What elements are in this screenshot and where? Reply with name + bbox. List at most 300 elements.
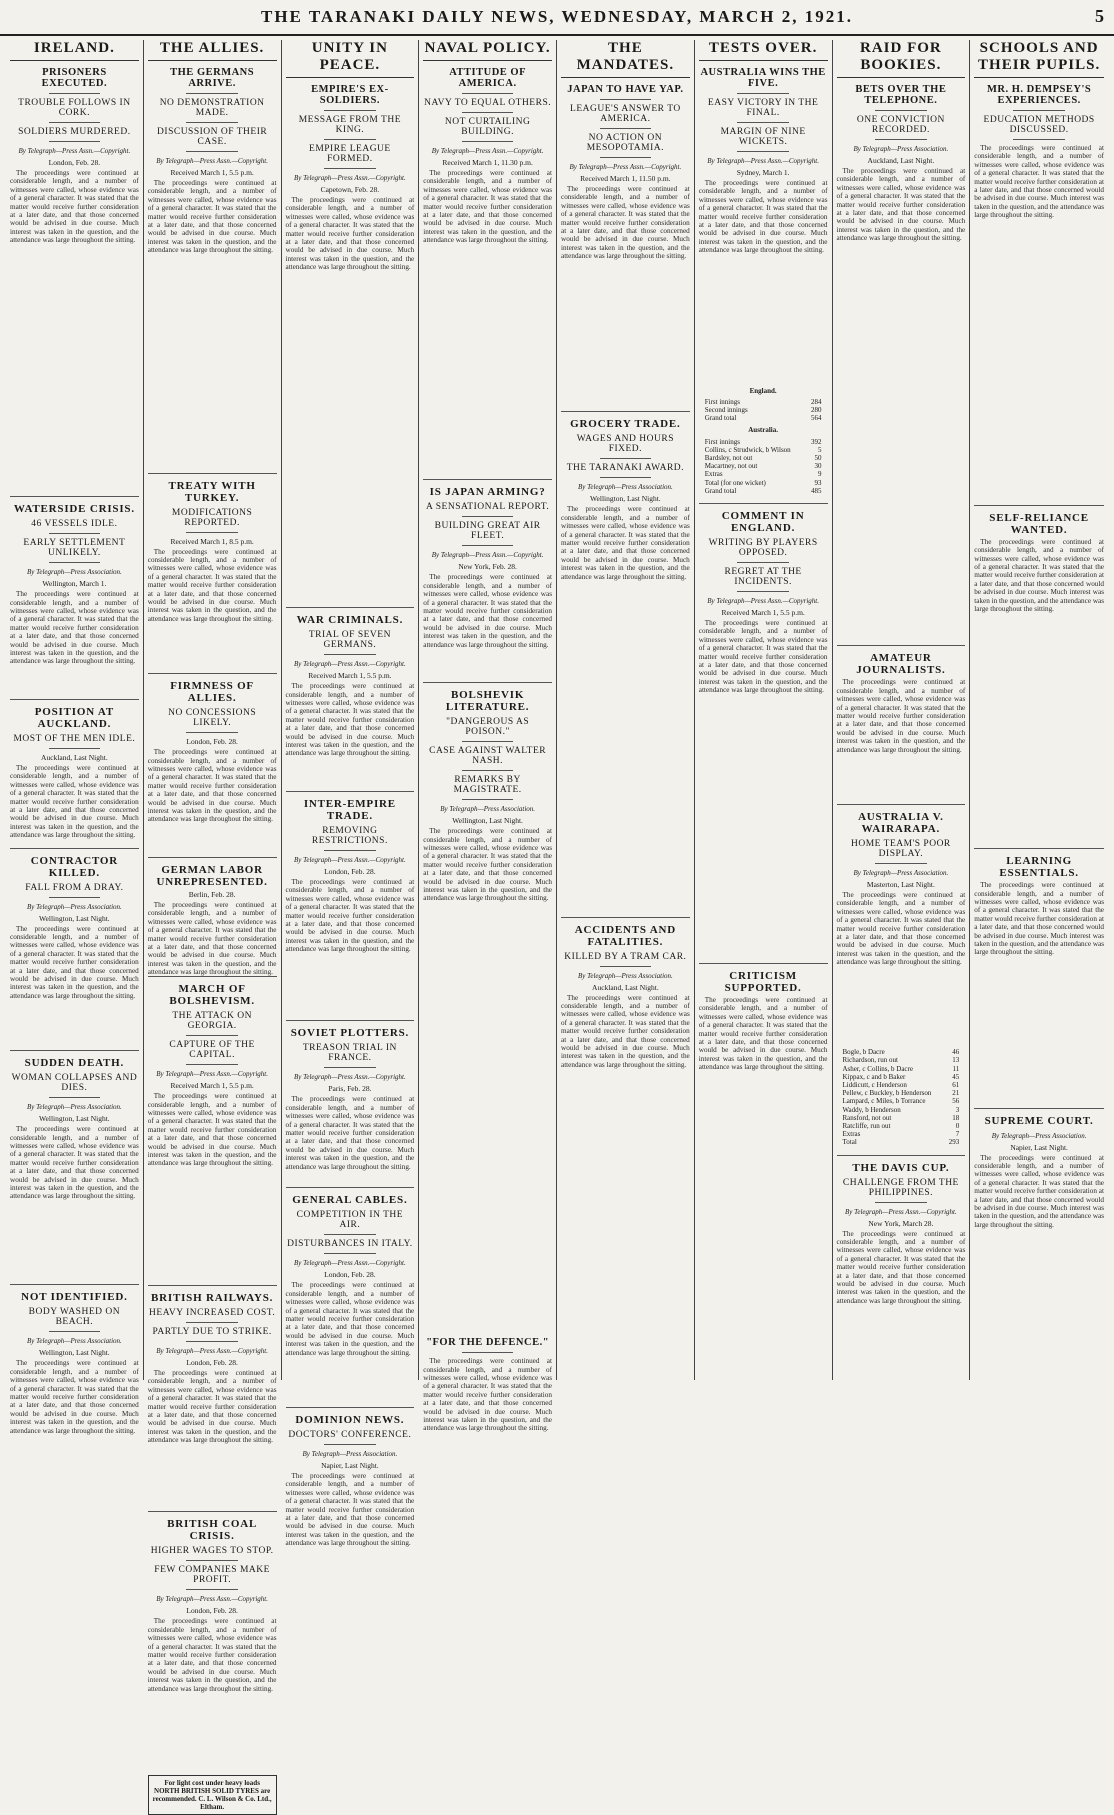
score-value: 93 [814,478,822,487]
article-body: The proceedings were continued at considerable length, and a number of witnesses were called, whose evidence was of a general character. It was stated that the matter would receive further consideration at a later date, and that those concerned would be advised in due course. Much interest was taken in the question, and the attendance was large throughout the sitting. [285,877,415,954]
sub-headline: CAPTURE OF THE CAPITAL. [169,1040,255,1061]
score-label: First innings [704,397,740,406]
byline: By Telegraph—Press Assn.—Copyright. [569,163,682,171]
divider-rule [324,168,376,169]
article-body: The proceedings were continued at considerable length, and a number of witnesses were called, whose evidence was of a general character. It was stated that the matter would receive further consideration at a later date, and that those concerned would be advised in due course. Much interest was taken in the question, and the attendance was large throughout the sitting. [836,678,966,754]
sub-headline: LEAGUE'S ANSWER TO AMERICA. [570,104,681,124]
byline: By Telegraph—Press Assn.—Copyright. [294,855,406,864]
sub-headline: REGRET AT THE INCIDENTS. [724,567,802,588]
divider-rule [324,1253,376,1254]
sub-headline: MESSAGE FROM THE KING. [298,115,402,135]
section-headline: CONTRACTOR KILLED. [10,848,139,879]
byline: By Telegraph—Press Assn.—Copyright. [707,157,819,165]
byline: By Telegraph—Press Assn.—Copyright. [431,551,544,560]
score-value: 392 [811,437,822,446]
divider-rule [600,966,652,967]
section-headline: ACCIDENTS AND FATALITIES. [561,917,690,948]
score-row [705,398,822,406]
divider-rule [462,93,514,94]
score-row [843,1138,960,1146]
score-row [705,470,822,478]
advertisement: For light cost under heavy loads NORTH BRITISH SOLID TYRES are recommended. C. L. Wilson & Co. Ltd., Eltham. [148,1775,277,1815]
section-headline: NOT IDENTIFIED. [10,1284,139,1303]
sub-headline: HEAVY INCREASED COST. [149,1307,276,1318]
score-row [705,479,822,487]
score-label: Lampard, c Miles, b Torrance [842,1097,926,1106]
byline: By Telegraph—Press Assn.—Copyright. [431,147,544,155]
section-headline: SUDDEN DEATH. [10,1050,139,1069]
dateline: London, Feb. 28. [48,158,101,167]
divider-rule [186,122,238,123]
sub-headline: ATTITUDE OF AMERICA. [449,67,527,89]
score-row [843,1114,960,1122]
score-value: 11 [952,1064,960,1073]
sub-headline: DOCTORS' CONFERENCE. [288,1429,412,1440]
divider-rule [462,516,514,517]
column-headline: NAVAL POLICY. [423,40,552,61]
score-row [843,1048,960,1056]
score-row [705,414,822,422]
divider-rule [49,562,101,563]
byline: By Telegraph—Press Assn.—Copyright. [156,157,268,165]
sub-headline: CASE AGAINST WALTER NASH. [429,746,547,767]
score-value: 21 [952,1089,960,1098]
divider-rule [324,1444,376,1445]
divider-rule [462,141,514,142]
byline: By Telegraph—Press Assn.—Copyright. [156,1070,268,1079]
score-label: Ransford, not out [842,1113,892,1122]
sub-headline: PRISONERS EXECUTED. [41,67,108,89]
section-headline: GROCERY TRADE. [561,411,690,430]
score-row [843,1130,960,1138]
score-value: 7 [955,1130,960,1139]
byline: By Telegraph—Press Association. [302,1449,398,1458]
sub-headline: TREASON TRIAL IN FRANCE. [302,1043,397,1064]
divider-rule [600,458,652,459]
sub-headline: MR. H. DEMPSEY'S EXPERIENCES. [986,84,1092,106]
score-row [705,462,822,470]
score-row [705,454,822,462]
dateline: Wellington, Last Night. [590,494,661,504]
article-body: The proceedings were continued at considerable length, and a number of witnesses were called, whose evidence was of a general character. It was stated that the matter would receive further consideration at a later date, and that those concerned would be advised in due course. Much interest was taken in the question, and the attendance was large throughout the sitting. [423,573,552,649]
score-table-heading: England. [749,386,777,395]
score-value: 564 [811,414,822,423]
article-body: The proceedings were continued at considerable length, and a number of witnesses were called, whose evidence was of a general character. It was stated that the matter would receive further consideration at a later date, and that those concerned would be advised in due course. Much interest was taken in the question, and the attendance was large throughout the sitting. [285,1095,415,1171]
dateline: Sydney, March 1. [736,168,790,177]
article-body: The proceedings were continued at considerable length, and a number of witnesses were called, whose evidence was of a general character. It was stated that the matter would receive further consideration at a later date, and that those concerned would be advised in due course. Much interest was taken in the question, and the attendance was large throughout the sitting. [561,505,690,581]
dateline: Wellington, Last Night. [39,1348,110,1358]
section-headline: TREATY WITH TURKEY. [148,473,277,504]
article-body: The proceedings were continued at considerable length, and a number of witnesses were called, whose evidence was of a general character. It was stated that the matter would receive further consideration at a later date, and that those concerned would be advised in due course. Much interest was taken in the question, and the attendance was large throughout the sitting. [147,1092,277,1168]
byline: By Telegraph—Press Assn.—Copyright. [294,174,406,182]
article-body: The proceedings were continued at considerable length, and a number of witnesses were called, whose evidence was of a general character. It was stated that the matter would receive further consideration at a later date, and that those concerned would be advised in due course. Much interest was taken in the question, and the attendance was large throughout the sitting. [561,185,690,261]
divider-rule [737,591,789,592]
divider-rule [462,112,514,113]
sub-headline: WAGES AND HOURS FIXED. [576,434,674,455]
section-headline: BOLSHEVIK LITERATURE. [423,682,552,713]
article-body: The proceedings were continued at considerable length, and a number of witnesses were called, whose evidence was of a general character. It was stated that the matter would receive further consideration at a later date, and that those concerned would be advised in due course. Much interest was taken in the question, and the attendance was large throughout the sitting. [974,1153,1104,1229]
sub-headline: THE ATTACK ON GEORGIA. [172,1011,252,1032]
dateline: London, Feb. 28. [186,737,238,747]
dateline: Masterton, Last Night. [866,879,935,889]
sub-headline: HIGHER WAGES TO STOP. [150,1546,274,1557]
divider-rule [186,1341,238,1342]
sub-headline: SOLDIERS MURDERED. [18,127,131,137]
score-row [843,1081,960,1089]
score-value: 293 [948,1138,960,1147]
dateline: Napier, Last Night. [1010,1142,1068,1152]
dateline: Auckland, Last Night. [41,752,108,762]
article-body: The proceedings were continued at considerable length, and a number of witnesses were called, whose evidence was of a general character. It was stated that the matter would receive further consideration at a later date, and that those concerned would be advised in due course. Much interest was taken in the question, and the attendance was large throughout the sitting. [147,179,277,255]
score-value: 284 [811,397,822,406]
dateline: Capetown, Feb. 28. [320,185,380,194]
sub-headline: AUSTRALIA WINS THE FIVE. [700,67,826,89]
byline: By Telegraph—Press Assn.—Copyright. [156,1346,268,1355]
sub-headline: BUILDING GREAT AIR FLEET. [434,521,541,542]
score-value: 61 [952,1080,960,1089]
byline: By Telegraph—Press Assn.—Copyright. [707,597,819,606]
divider-rule [875,139,927,140]
score-label: Extras [842,1130,861,1139]
divider-rule [49,1097,101,1098]
divider-rule [49,533,101,534]
dateline: Auckland, Last Night. [867,156,935,165]
dateline: Wellington, Last Night. [39,913,110,923]
sub-headline: "FOR THE DEFENCE." [426,1337,550,1349]
article-body: The proceedings were continued at considerable length, and a number of witnesses were called, whose evidence was of a general character. It was stated that the matter would receive further consideration at a later date, and that those concerned would be advised in due course. Much interest was taken in the question, and the attendance was large throughout the sitting. [698,179,828,255]
byline: By Telegraph—Press Assn.—Copyright. [294,1073,406,1082]
sub-headline: HOME TEAM'S POOR DISPLAY. [850,838,951,859]
sub-headline: EDUCATION METHODS DISCUSSED. [983,115,1095,135]
divider-rule [186,1035,238,1036]
score-row [843,1065,960,1073]
divider-rule [737,151,789,152]
sub-headline: NOT CURTAILING BUILDING. [444,117,531,137]
score-label: Second innings [704,406,748,414]
section-headline: THE DAVIS CUP. [837,1155,966,1174]
sub-headline: EMPIRE LEAGUE FORMED. [309,144,391,164]
divider-rule [324,850,376,851]
sub-headline: MODIFICATIONS REPORTED. [171,507,253,528]
article-body: The proceedings were continued at considerable length, and a number of witnesses were called, whose evidence was of a general character. It was stated that the matter would receive further consideration at a later date, and that those concerned would be advised in due course. Much interest was taken in the question, and the attendance was large throughout the sitting. [147,547,277,623]
dateline: Napier, Last Night. [321,1460,379,1470]
divider-rule [324,110,376,111]
sub-headline: JAPAN TO HAVE YAP. [567,84,684,95]
dateline: Paris, Feb. 28. [328,1084,372,1094]
article-body: The proceedings were continued at considerable length, and a number of witnesses were called, whose evidence was of a general character. It was stated that the matter would receive further consideration at a later date, and that those concerned would be advised in due course. Much interest was taken in the question, and the attendance was large throughout the sitting. [147,748,277,824]
sub-headline: TRIAL OF SEVEN GERMANS. [308,630,391,651]
score-label: Grand total [704,414,737,423]
sub-headline: REMOVING RESTRICTIONS. [311,825,388,846]
section-headline: WATERSIDE CRISIS. [10,496,139,515]
divider-rule [186,93,238,94]
sub-headline: KILLED BY A TRAM CAR. [564,951,687,962]
divider-rule [49,748,101,749]
score-value: 5 [818,445,822,454]
sub-headline: EASY VICTORY IN THE FINAL. [707,98,819,118]
sub-headline: FEW COMPANIES MAKE PROFIT. [154,1565,270,1586]
dateline: New York, Feb. 28. [458,562,517,572]
score-row [705,438,822,446]
score-row [705,487,822,495]
article-body: The proceedings were continued at considerable length, and a number of witnesses were called, whose evidence was of a general character. It was stated that the matter would receive further consideration at a later date, and that those concerned would be advised in due course. Much interest was taken in the question, and the attendance was large throughout the sitting. [423,1357,552,1433]
byline: By Telegraph—Press Association. [440,805,536,814]
divider-rule [186,532,238,533]
section-headline: BRITISH COAL CRISIS. [148,1511,277,1542]
sub-headline: 46 VESSELS IDLE. [31,519,118,530]
divider-rule [875,110,927,111]
column-headline: THE ALLIES. [148,40,277,61]
divider-rule [324,139,376,140]
score-table-heading: Australia. [748,426,778,435]
article-body: The proceedings were continued at considerable length, and a number of witnesses were called, whose evidence was of a general character. It was stated that the matter would receive further consideration at a later date, and that those concerned would be advised in due course. Much interest was taken in the question, and the attendance was large throughout the sitting. [423,827,552,903]
sub-headline: WRITING BY PLAYERS OPPOSED. [708,538,818,559]
score-row [843,1122,960,1130]
divider-rule [737,562,789,563]
score-label: Ratcliffe, run out [842,1122,891,1130]
article-body: The proceedings were continued at considerable length, and a number of witnesses were called, whose evidence was of a general character. It was stated that the matter would receive further consideration at a later date, and that those concerned would be advised in due course. Much interest was taken in the question, and the attendance was large throughout the sitting. [10,590,139,666]
dateline: Wellington, March 1. [42,579,107,589]
sub-headline: NAVY TO EQUAL OTHERS. [424,98,552,108]
score-label: Macartney, not out [704,462,758,471]
divider-rule [186,1589,238,1590]
divider-rule [49,122,101,123]
divider-rule [186,151,238,152]
score-label: Waddy, b Henderson [842,1105,901,1114]
article-body: The proceedings were continued at considerable length, and a number of witnesses were called, whose evidence was of a general character. It was stated that the matter would receive further consideration at a later date, and that those concerned would be advised in due course. Much interest was taken in the question, and the attendance was large throughout the sitting. [974,144,1104,220]
dateline: London, Feb. 28. [324,866,376,876]
page-number: 5 [1095,6,1104,26]
score-label: Richardson, run out [842,1056,898,1065]
section-headline: DOMINION NEWS. [286,1407,415,1426]
byline: By Telegraph—Press Association. [991,1131,1087,1140]
article-body: The proceedings were continued at considerable length, and a number of witnesses were called, whose evidence was of a general character. It was stated that the matter would receive further consideration at a later date, and that those concerned would be advised in due course. Much interest was taken in the question, and the attendance was large throughout the sitting. [285,196,415,272]
article-body: The proceedings were continued at considerable length, and a number of witnesses were called, whose evidence was of a general character. It was stated that the matter would receive further consideration at a later date, and that those concerned would be advised in due course. Much interest was taken in the question, and the attendance was large throughout the sitting. [10,1125,139,1201]
section-headline: LEARNING ESSENTIALS. [974,848,1104,879]
dateline: Auckland, Last Night. [592,982,659,992]
article-body: The proceedings were continued at considerable length, and a number of witnesses were called, whose evidence was of a general character. It was stated that the matter would receive further consideration at a later date, and that those concerned would be advised in due course. Much interest was taken in the question, and the attendance was large throughout the sitting. [147,1368,277,1445]
column [695,40,833,1380]
score-table [705,387,822,423]
dateline: Berlin, Feb. 28. [188,889,236,899]
sub-headline: "DANGEROUS AS POISON." [446,717,530,738]
score-value: 30 [814,462,822,471]
score-value: 13 [952,1056,960,1065]
section-headline: GERMAN LABOR UNREPRESENTED. [148,857,277,888]
dateline: London, Feb. 28. [186,1606,238,1616]
score-label: Pellew, c Buckley, b Henderson [842,1089,932,1098]
score-label: Liddicutt, c Henderson [842,1080,907,1089]
score-label: Grand total [704,486,737,495]
divider-rule [1013,110,1065,111]
sub-headline: BODY WASHED ON BEACH. [28,1307,121,1328]
article-body: The proceedings were continued at considerable length, and a number of witnesses were called, whose evidence was of a general character. It was stated that the matter would receive further consideration at a later date, and that those concerned would be advised in due course. Much interest was taken in the question, and the attendance was large throughout the sitting. [974,537,1104,614]
divider-rule [49,141,101,142]
sub-headline: COMPETITION IN THE AIR. [296,1210,404,1231]
score-value: 45 [952,1072,960,1081]
score-row [843,1106,960,1114]
section-headline: BRITISH RAILWAYS. [148,1285,277,1304]
divider-rule [462,741,514,742]
score-table [705,426,822,495]
divider-rule [462,799,514,800]
byline: By Telegraph—Press Association. [577,971,673,980]
score-label: Total [842,1138,857,1147]
sub-headline: MOST OF THE MEN IDLE. [13,733,136,744]
sub-headline: DISTURBANCES IN ITALY. [287,1239,413,1250]
newspaper-title: THE TARANAKI DAILY NEWS, WEDNESDAY, MARCH 2, 1921. [261,7,853,26]
column-headline: SCHOOLS AND THEIR PUPILS. [974,40,1104,78]
section-headline: POSITION AT AUCKLAND. [10,699,139,730]
score-label: First innings [704,437,740,446]
sub-headline: FALL FROM A DRAY. [25,882,124,893]
article-body: The proceedings were continued at considerable length, and a number of witnesses were called, whose evidence was of a general character. It was stated that the matter would receive further consideration at a later date, and that those concerned would be advised in due course. Much interest was taken in the question, and the attendance was large throughout the sitting. [698,996,828,1072]
section-headline: AUSTRALIA V. WAIRARAPA. [837,804,966,835]
column [419,40,557,1433]
column [970,40,1108,1380]
column [282,40,420,1548]
article-body: The proceedings were continued at considerable length, and a number of witnesses were called, whose evidence was of a general character. It was stated that the matter would receive further consideration at a later date, and that those concerned would be advised in due course. Much interest was taken in the question, and the attendance was large throughout the sitting. [285,682,415,758]
score-label: Collins, c Strudwick, b Wilson [704,445,791,454]
sub-headline: NO DEMONSTRATION MADE. [159,98,265,118]
column-headline: RAID FOR BOOKIES. [837,40,966,78]
article-body: The proceedings were continued at considerable length, and a number of witnesses were called, whose evidence was of a general character. It was stated that the matter would receive further consideration at a later date, and that those concerned would be advised in due course. Much interest was taken in the question, and the attendance was large throughout the sitting. [698,619,828,695]
score-value: 46 [952,1048,960,1057]
column [557,40,695,1380]
section-headline: AMATEUR JOURNALISTS. [837,645,966,676]
sub-headline: EARLY SETTLEMENT UNLIKELY. [23,538,126,559]
dateline: London, Feb. 28. [186,1357,238,1367]
section-headline: INTER-EMPIRE TRADE. [286,791,415,822]
sub-headline: THE GERMANS ARRIVE. [170,67,255,89]
section-headline: COMMENT IN ENGLAND. [699,503,828,534]
section-headline: GENERAL CABLES. [286,1187,415,1206]
column [144,40,282,1811]
divider-rule [600,99,652,100]
byline: By Telegraph—Press Assn.—Copyright. [294,660,406,669]
columns-container [6,40,1108,1811]
divider-rule [186,732,238,733]
divider-rule [875,863,927,864]
score-value: 18 [952,1113,960,1122]
byline: By Telegraph—Press Association. [26,1337,122,1346]
dateline: Received March 1, 5.5 p.m. [170,1081,254,1091]
sub-headline: WOMAN COLLAPSES AND DIES. [11,1073,138,1094]
byline: By Telegraph—Press Association. [853,868,949,877]
column [833,40,971,1380]
byline: By Telegraph—Press Association. [26,1103,122,1112]
dateline: New York, March 28. [868,1218,934,1228]
divider-rule [600,477,652,478]
sub-headline: A SENSATIONAL REPORT. [426,502,550,513]
dateline: Received March 1, 5.5 p.m. [308,671,392,681]
score-label: Total (for one wicket) [704,478,766,487]
column-headline: THE MANDATES. [561,40,690,78]
section-headline: SUPREME COURT. [974,1108,1104,1127]
score-value: 280 [811,406,822,414]
column-headline: UNITY IN PEACE. [286,40,415,78]
dateline: Received March 1, 8.5 p.m. [170,536,254,546]
byline: By Telegraph—Press Assn.—Copyright. [294,1259,406,1268]
sub-headline: ONE CONVICTION RECORDED. [856,115,945,135]
byline: By Telegraph—Press Association. [26,902,122,911]
score-row [705,406,822,414]
byline: By Telegraph—Press Assn.—Copyright. [18,147,131,155]
sub-headline: BETS OVER THE TELEPHONE. [855,84,947,106]
score-row [843,1089,960,1097]
divider-rule [462,770,514,771]
dateline: Wellington, Last Night. [452,816,523,826]
divider-rule [186,1560,238,1561]
divider-rule [737,122,789,123]
divider-rule [186,1322,238,1323]
divider-rule [324,1234,376,1235]
score-row [843,1056,960,1064]
divider-rule [49,93,101,94]
dateline: Received March 1, 11.30 p.m. [442,158,533,167]
article-body: The proceedings were continued at considerable length, and a number of witnesses were called, whose evidence was of a general character. It was stated that the matter would receive further consideration at a later date, and that those concerned would be advised in due course. Much interest was taken in the question, and the attendance was large throughout the sitting. [836,890,966,967]
score-value: 3 [955,1105,960,1114]
score-row [705,446,822,454]
article-body: The proceedings were continued at considerable length, and a number of witnesses were called, whose evidence was of a general character. It was stated that the matter would receive further consideration at a later date, and that those concerned would be advised in due course. Much interest was taken in the question, and the attendance was large throughout the sitting. [836,1229,966,1305]
divider-rule [462,1352,514,1353]
article-body: The proceedings were continued at considerable length, and a number of witnesses were called, whose evidence was of a general character. It was stated that the matter would receive further consideration at a later date, and that those concerned would be advised in due course. Much interest was taken in the question, and the attendance was large throughout the sitting. [10,1359,139,1435]
dateline: Received March 1, 5.5 p.m. [170,168,254,177]
byline: By Telegraph—Press Assn.—Copyright. [845,1207,957,1216]
column-headline: IRELAND. [10,40,139,61]
section-headline: SOVIET PLOTTERS. [286,1020,415,1039]
masthead [0,0,1114,36]
divider-rule [49,897,101,898]
section-headline: IS JAPAN ARMING? [423,479,552,498]
section-headline: SELF-RELIANCE WANTED. [974,505,1104,536]
divider-rule [1013,139,1065,140]
divider-rule [462,545,514,546]
article-body: The proceedings were continued at considerable length, and a number of witnesses were called, whose evidence was of a general character. It was stated that the matter would receive further consideration at a later date, and that those concerned would be advised in due course. Much interest was taken in the question, and the attendance was large throughout the sitting. [561,993,690,1069]
dateline: London, Feb. 28. [324,1270,376,1280]
divider-rule [324,1067,376,1068]
article-body: The proceedings were continued at considerable length, and a number of witnesses were called, whose evidence was of a general character. It was stated that the matter would receive further consideration at a later date, and that those concerned would be advised in due course. Much interest was taken in the question, and the attendance was large throughout the sitting. [147,1617,277,1693]
article-body: The proceedings were continued at considerable length, and a number of witnesses were called, whose evidence was of a general character. It was stated that the matter would receive further consideration at a later date, and that those concerned would be advised in due course. Much interest was taken in the question, and the attendance was large throughout the sitting. [974,881,1104,957]
score-value: 0 [955,1122,960,1130]
article-body: The proceedings were continued at considerable length, and a number of witnesses were called, whose evidence was of a general character. It was stated that the matter would receive further consideration at a later date, and that those concerned would be advised in due course. Much interest was taken in the question, and the attendance was large throughout the sitting. [147,900,277,977]
section-headline: MARCH OF BOLSHEVISM. [148,976,277,1007]
score-value: 56 [952,1097,960,1106]
section-headline: FIRMNESS OF ALLIES. [148,673,277,704]
column [6,40,144,1435]
sub-headline: REMARKS BY MAGISTRATE. [453,775,522,796]
divider-rule [186,1064,238,1065]
sub-headline: DISCUSSION OF THEIR CASE. [157,127,268,147]
sub-headline: CHALLENGE FROM THE PHILIPPINES. [842,1177,959,1198]
sub-headline: MARGIN OF NINE WICKETS. [720,127,806,147]
divider-rule [600,128,652,129]
section-headline: WAR CRIMINALS. [286,607,415,626]
sub-headline: NO ACTION ON MESOPOTAMIA. [586,133,665,153]
article-body: The proceedings were continued at considerable length, and a number of witnesses were called, whose evidence was of a general character. It was stated that the matter would receive further consideration at a later date, and that those concerned would be advised in due course. Much interest was taken in the question, and the attendance was large throughout the sitting. [10,924,139,1000]
score-table [843,1048,960,1146]
article-body: The proceedings were continued at considerable length, and a number of witnesses were called, whose evidence was of a general character. It was stated that the matter would receive further consideration at a later date, and that those concerned would be advised in due course. Much interest was taken in the question, and the attendance was large throughout the sitting. [10,169,139,245]
score-label: Bardsley, not out [704,454,753,463]
sub-headline: EMPIRE'S EX-SOLDIERS. [311,84,389,106]
article-body: The proceedings were continued at considerable length, and a number of witnesses were called, whose evidence was of a general character. It was stated that the matter would receive further consideration at a later date, and that those concerned would be advised in due course. Much interest was taken in the question, and the attendance was large throughout the sitting. [836,167,966,243]
section-headline: CRITICISM SUPPORTED. [699,963,828,994]
divider-rule [737,93,789,94]
score-row [843,1097,960,1105]
score-label: Kippax, c and b Baker [842,1072,906,1081]
score-value: 485 [811,486,822,495]
article-body: The proceedings were continued at considerable length, and a number of witnesses were called, whose evidence was of a general character. It was stated that the matter would receive further consideration at a later date, and that those concerned would be advised in due course. Much interest was taken in the question, and the attendance was large throughout the sitting. [423,169,552,245]
